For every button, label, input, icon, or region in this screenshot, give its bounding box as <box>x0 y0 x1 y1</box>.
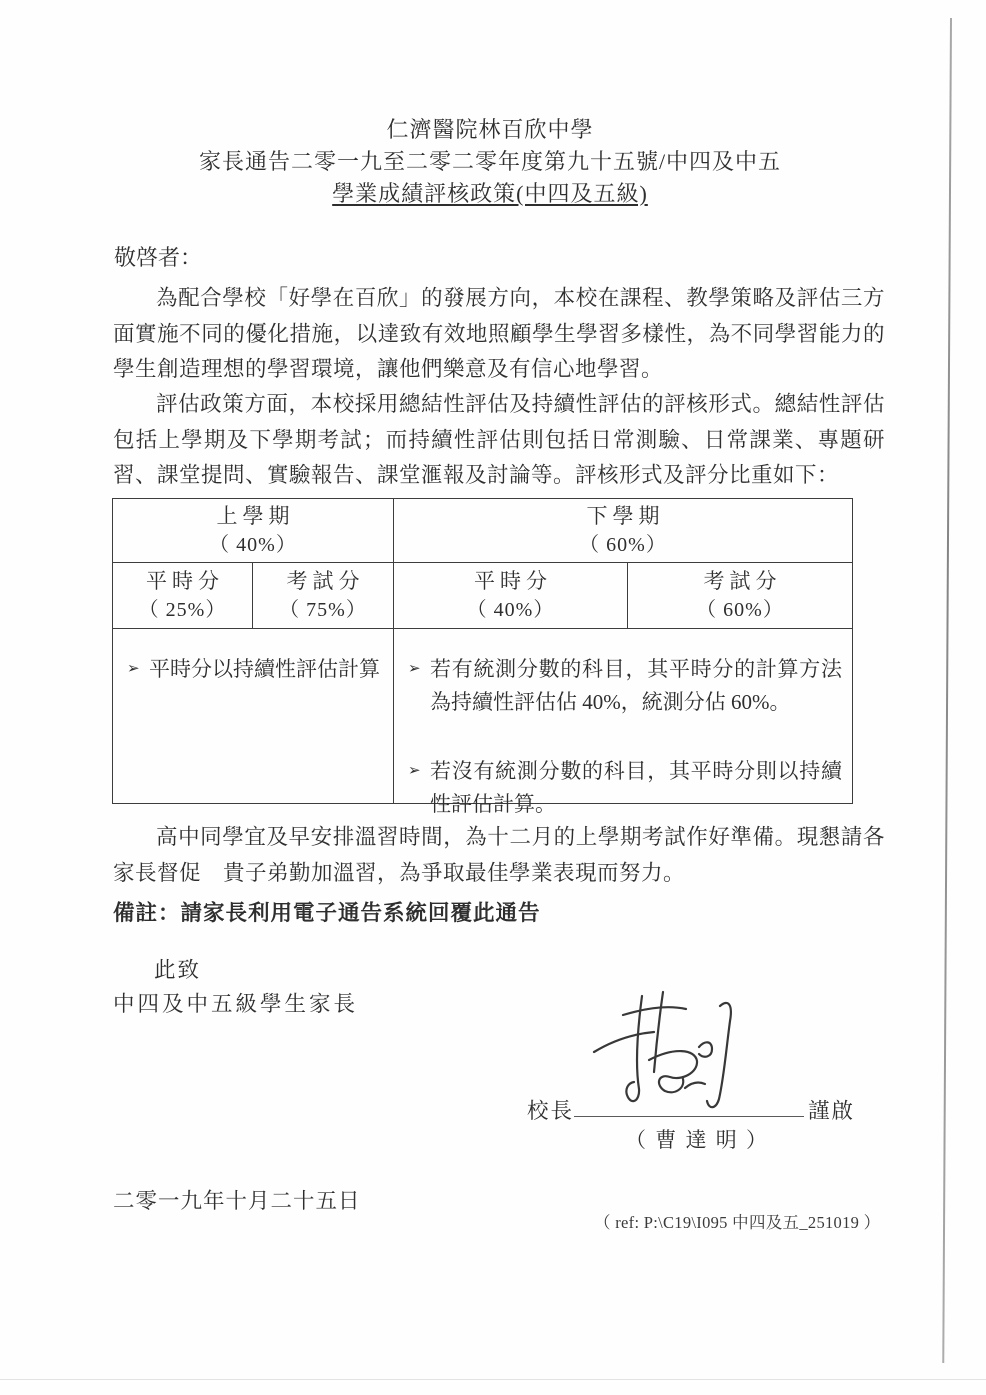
letter-header <box>0 114 980 210</box>
term1-label: 上學期 <box>216 503 295 528</box>
term1-note-bullet <box>127 653 383 686</box>
term1-daily-cell <box>113 563 253 629</box>
term1-note-cell <box>113 629 394 803</box>
principal-name: （ 曹 達 明 ） <box>625 1128 769 1152</box>
term1-daily-label: 平時分 <box>146 568 224 593</box>
principal-title-label: 校長 <box>527 1099 575 1123</box>
paragraph-assessment-policy: 評估政策方面，本校採用總結性評估及持續性評估的評核形式。總結性評估包括上學期及下學期考試；而持續性評估則包括日常測驗、日常課業、專題研習、課堂提問、實驗報告、課堂滙報及討論等。評核形式及評分比重如下： <box>113 392 885 487</box>
term2-note-text-1: 若有統測分數的科目，其平時分的計算方法為持續性評估佔 40%，統測分佔 60%。 <box>430 657 842 714</box>
term1-exam-weight: （ 75%） <box>279 598 367 621</box>
paragraph-intro: 為配合學校「好學在百欣」的發展方向，本校在課程、教學策略及評估三方面實施不同的優化措施，以達致有效地照顧學生學習多樣性，為不同學習能力的學生創造理想的學習環境，讓他們樂意及有信心地學習。 <box>113 286 885 381</box>
term2-daily-label: 平時分 <box>474 568 552 593</box>
term2-exam-label: 考試分 <box>703 568 782 593</box>
reference-number: （ ref: P:\C19\I095 中四及五_251019 ） <box>594 1213 881 1232</box>
term1-exam-label: 考試分 <box>286 568 365 593</box>
term2-note-cell <box>394 629 852 816</box>
term2-exam-cell <box>628 563 852 629</box>
term2-label: 下學期 <box>586 503 665 528</box>
paragraph-revision-advice: 高中同學宜及早安排溫習時間，為十二月的上學期考試作好準備。現懇請各家長督促 貴子弟勤加溫習，為爭取最佳學業表現而努力。 <box>113 825 885 885</box>
term1-note-text: 平時分以持續性評估計算 <box>149 657 380 681</box>
principal-signature <box>586 988 762 1122</box>
notice-number-line: 家長通告二零一九至二零二零年度第九十五號/中四及中五 <box>198 149 782 174</box>
term2-note-bullet-2 <box>408 755 842 821</box>
arrowhead-bullet-icon: ➢ <box>408 763 421 779</box>
term1-daily-weight: （ 25%） <box>138 598 227 621</box>
term2-weight: （ 60%） <box>579 533 667 556</box>
closing-cizhi: 此致 <box>154 958 202 982</box>
term2-exam-weight: （ 60%） <box>696 598 784 621</box>
signature-line <box>574 1116 804 1117</box>
salutation: 敬啓者： <box>114 245 203 270</box>
arrowhead-bullet-icon: ➢ <box>408 661 421 677</box>
subject-line: 學業成績評核政策(中四及五級) <box>332 181 648 206</box>
term1-weight: （ 40%） <box>209 533 297 556</box>
scan-artifact-line <box>942 18 952 1363</box>
term1-exam-cell <box>253 563 394 629</box>
term2-daily-weight: （ 40%） <box>466 598 555 621</box>
term1-header-cell <box>113 499 394 563</box>
remark-reply-instruction: 備註：請家長利用電子通告系統回覆此通告 <box>113 901 541 925</box>
respectfully-label: 謹啟 <box>808 1099 856 1123</box>
assessment-weighting-table <box>112 498 853 816</box>
school-name: 仁濟醫院林百欣中學 <box>386 117 594 142</box>
term2-daily-cell <box>394 563 628 629</box>
term2-note-text-2: 若沒有統測分數的科目，其平時分則以持續性評估計算。 <box>430 759 842 816</box>
term2-note-bullet-1 <box>408 653 842 719</box>
issue-date: 二零一九年十月二十五日 <box>113 1189 361 1213</box>
term2-header-cell <box>394 499 852 563</box>
closing-recipients: 中四及中五級學生家長 <box>113 992 359 1016</box>
arrowhead-bullet-icon: ➢ <box>127 661 140 677</box>
page-bottom-edge <box>0 1379 986 1380</box>
